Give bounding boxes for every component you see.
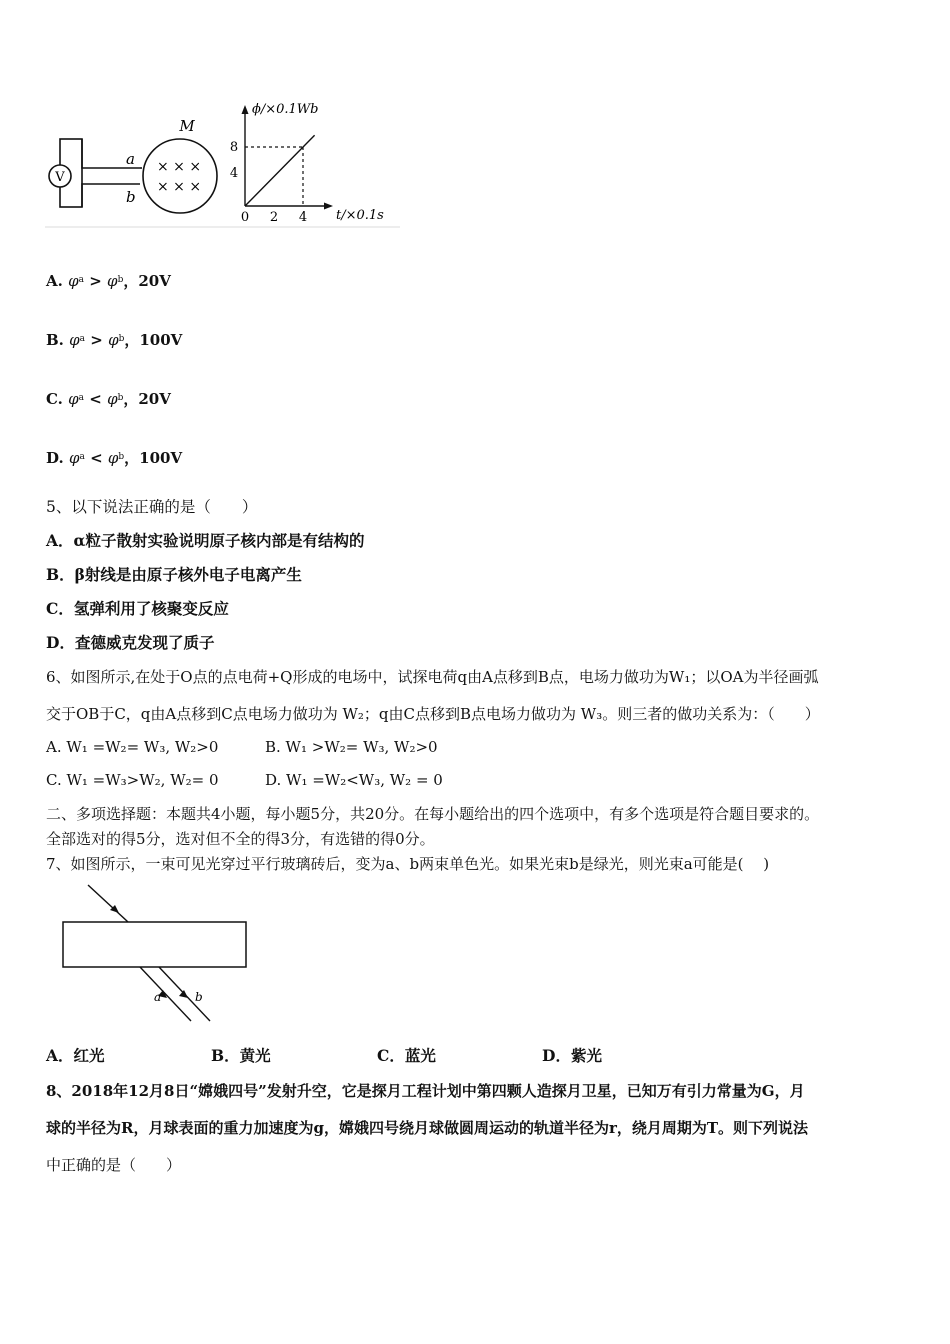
coil-label: M [179,117,195,135]
q5-option-c[interactable]: C．氢弹利用了核聚变反应 [46,599,229,618]
flux-series-line [245,135,315,206]
q6-option-b[interactable]: B. W₁ >W₂= W₃, W₂>0 [265,738,438,756]
q8-stem-line1: 8、2018年12月8日“嫦娥四号”发射升空，它是探月工程计划中第四颗人造探月卫星，已知万有引力常量为G，月 [46,1082,805,1100]
field-crosses-row2: × × × [156,179,202,195]
section2-intro-line2: 全部选对的得5分，选对但不全的得3分，有选错的得0分。 [46,830,435,848]
q5-option-d[interactable]: D．查德威克发现了质子 [46,633,215,652]
coil-m [143,139,217,213]
q4-option-b[interactable]: B. $\varphi^a > \varphi^b$，100V [46,331,183,349]
q7-option-b[interactable]: B．黄光 [211,1046,271,1065]
incident-ray [88,885,128,922]
figure-glass-slab [55,880,255,1025]
voltmeter-label: V [55,170,65,185]
q6-stem-line1: 6、如图所示,在处于O点的点电荷+Q形成的电场中，试探电荷q由A点移到B点，电场力做功为W₁；以OA为半径画弧 [46,668,819,686]
q6-option-d[interactable]: D. W₁ =W₂<W₃, W₂ = 0 [265,771,443,789]
q6-option-c[interactable]: C. W₁ =W₃>W₂, W₂= 0 [46,771,219,789]
figure-circuit-and-flux-graph [40,95,405,230]
q7-option-d[interactable]: D．紫光 [542,1046,602,1065]
q4-option-c[interactable]: C. $\varphi^a < \varphi^b$，20V [46,390,171,408]
q7-option-a[interactable]: A．红光 [46,1046,105,1065]
y-tick-label-4: 4 [229,166,239,181]
y-axis-arrow [242,105,249,114]
section2-intro-line1: 二、多项选择题：本题共4小题，每小题5分，共20分。在每小题给出的四个选项中，有多个选项是符合题目要求的。 [46,805,820,823]
glass-slab [63,922,246,967]
ray-a-label: a [154,990,162,1004]
q4-option-a[interactable]: A. $\varphi^a > \varphi^b$，20V [46,272,171,290]
y-axis-label: ϕ/×0.1Wb [252,102,319,117]
x-axis-arrow [324,203,333,210]
q6-option-a[interactable]: A. W₁ =W₂= W₃, W₂>0 [46,738,219,756]
x-axis-label: t/×0.1s [336,208,384,223]
q7-stem: 7、如图所示，一束可见光穿过平行玻璃砖后，变为a、b两束单色光。如果光束b是绿光，则光束a可能是( ) [46,855,770,873]
q7-option-c[interactable]: C．蓝光 [377,1046,436,1065]
y-tick-label-8: 8 [229,140,239,155]
ray-b-label: b [195,990,203,1004]
q5-stem: 5、以下说法正确的是（ ） [46,498,258,516]
q5-option-a[interactable]: A．α粒子散射实验说明原子核内部是有结构的 [46,531,365,550]
q6-stem-line2: 交于OB于C，q由A点移到C点电场力做功为 W₂；q由C点移到B点电场力做功为 W₃。则三者的做功关系为：（ ） [46,705,820,723]
wire-a-label: a [126,150,135,168]
x-tick-label-4: 4 [298,210,308,225]
q4-option-d[interactable]: D. $\varphi^a < \varphi^b$，100V [46,449,183,467]
field-crosses-row1: × × × [156,159,202,175]
q5-option-b[interactable]: B．β射线是由原子核外电子电离产生 [46,565,302,584]
q8-stem-line2: 球的半径为R，月球表面的重力加速度为g，嫦娥四号绕月球做圆周运动的轨道半径为r，绕月周期为T。则下列说法 [46,1119,809,1137]
x-tick-label-2: 2 [269,210,279,225]
wire-b-label: b [126,188,136,206]
q8-stem-line3: 中正确的是（ ） [46,1156,182,1174]
voltmeter [49,139,82,207]
ray-b-arrow [179,990,188,998]
x-tick-label-0: 0 [240,210,250,225]
flux-graph [230,102,384,225]
